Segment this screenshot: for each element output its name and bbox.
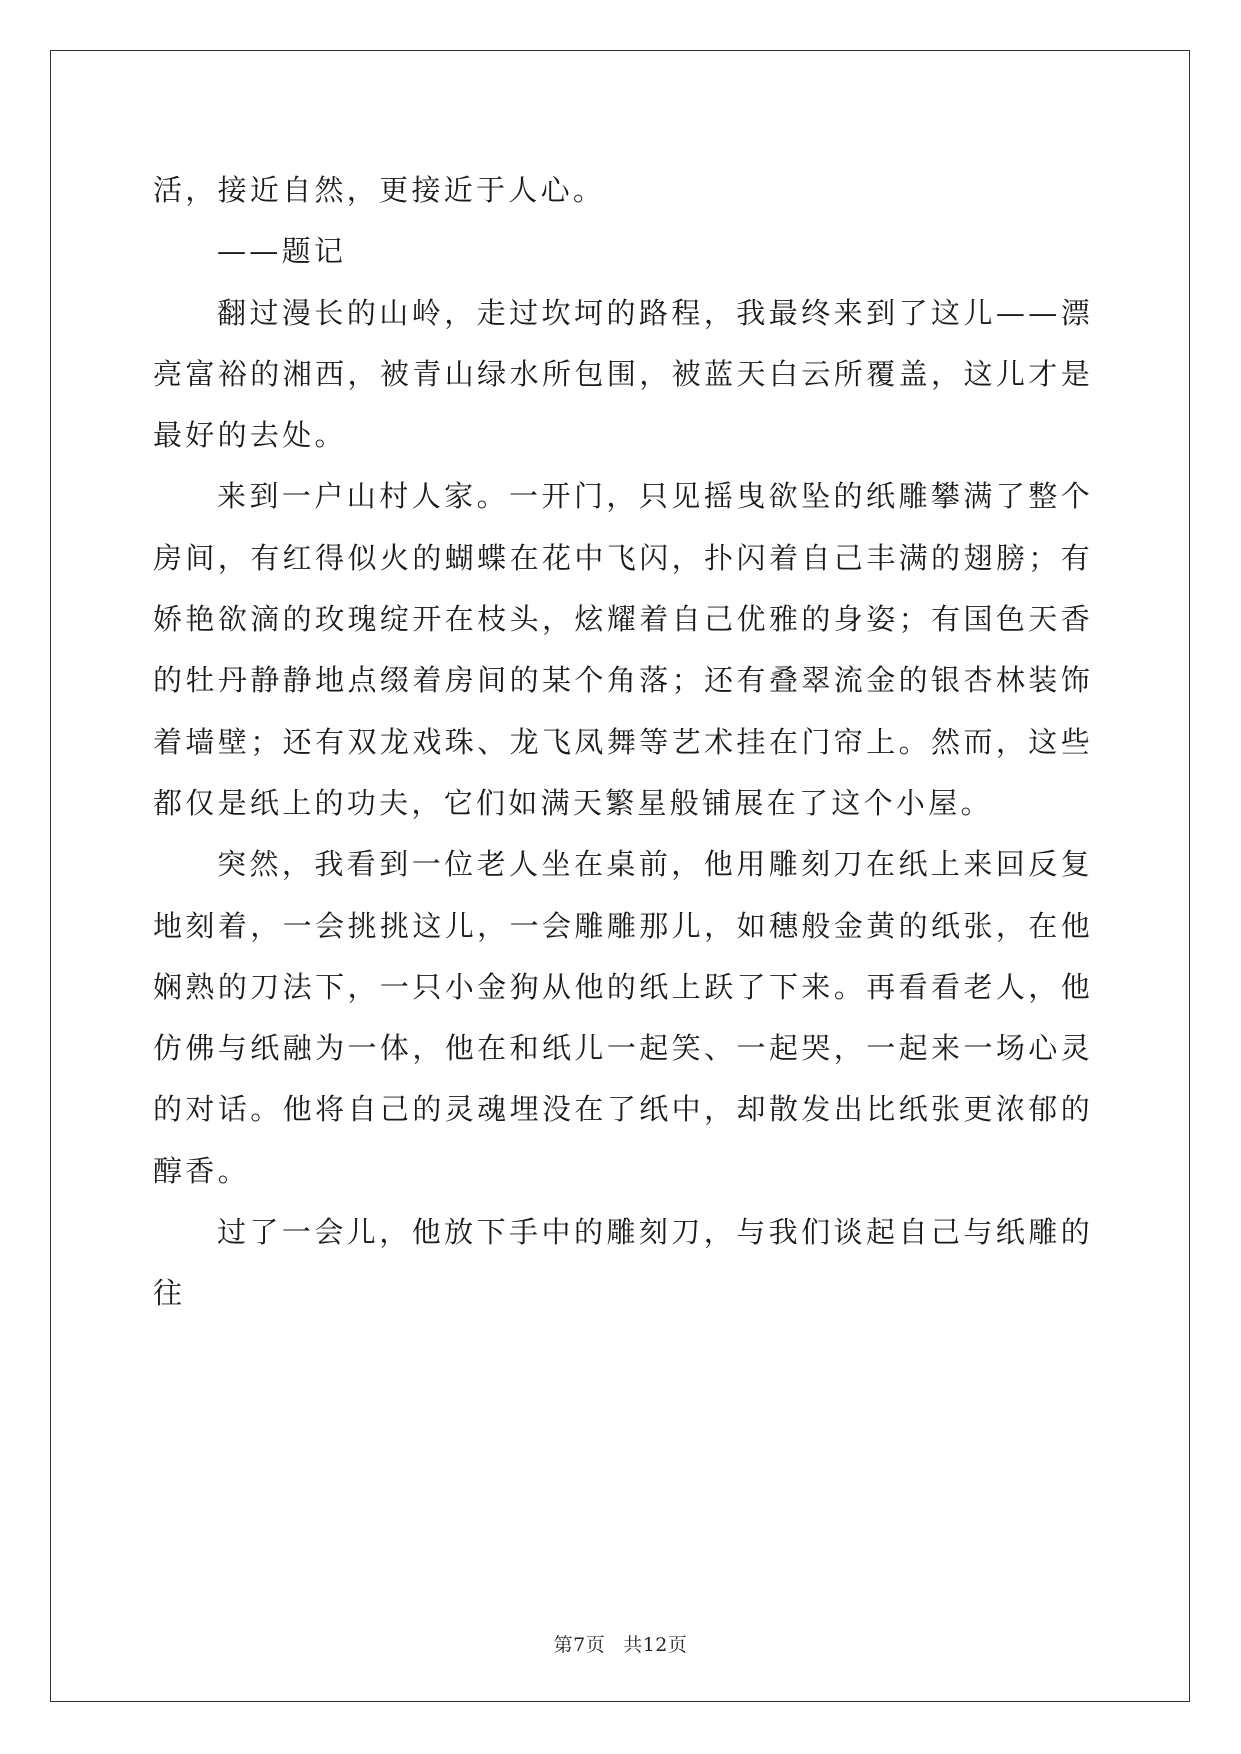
paragraph-5: 突然，我看到一位老人坐在桌前，他用雕刻刀在纸上来回反复地刻着，一会挑挑这儿，一会雕雕那儿，如穗般金黄的纸张，在他娴熟的刀法下，一只小金狗从他的纸上跃了下来。再看看老人，他仿佛与纸融为一体，他在和纸儿一起笑、一起哭，一起来一场心灵的对话。他将自己的灵魂埋没在了纸中，却散发出比纸张更浓郁的醇香。 bbox=[153, 847, 1093, 1188]
page-footer bbox=[0, 1630, 1241, 1657]
paragraph-6: 过了一会儿，他放下手中的雕刻刀，与我们谈起自己与纸雕的往 bbox=[153, 1215, 1093, 1311]
paragraph-4: 来到一户山村人家。一开门，只见摇曳欲坠的纸雕攀满了整个房间，有红得似火的蝴蝶在花中飞闪，扑闪着自己丰满的翅膀；有娇艳欲滴的玫瑰绽开在枝头，炫耀着自己优雅的身姿；有国色天香的牡丹静静地点缀着房间的某个角落；还有叠翠流金的银杏林装饰着墙壁；还有双龙戏珠、龙飞凤舞等艺术挂在门帘上。然而，这些都仅是纸上的功夫，它们如满天繁星般铺展在了这个小屋。 bbox=[153, 479, 1093, 820]
paragraph-1: 活，接近自然，更接近于人心。 bbox=[153, 173, 606, 207]
paragraph-3: 翻过漫长的山岭，走过坎坷的路程，我最终来到了这儿——漂亮富裕的湘西，被青山绿水所包围，被蓝天白云所覆盖，这儿才是最好的去处。 bbox=[153, 295, 1093, 453]
page-number: 第7页 bbox=[553, 1634, 606, 1656]
page-total: 共12页 bbox=[623, 1634, 688, 1656]
paragraph-2: ——题记 bbox=[217, 234, 347, 269]
document-body bbox=[153, 160, 1093, 1325]
